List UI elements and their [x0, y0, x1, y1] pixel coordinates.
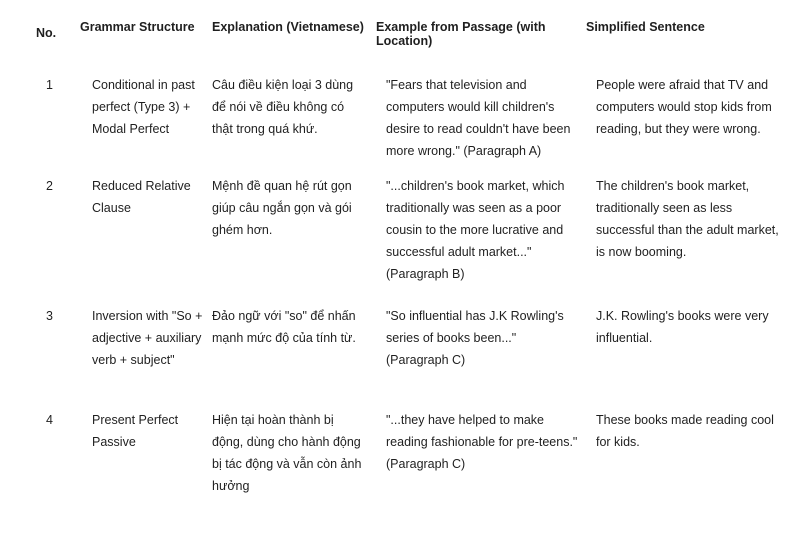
row-number: 4: [46, 413, 53, 427]
grammar-structure-cell: Inversion with "So + adjective + auxiliary verb + subject": [92, 309, 203, 367]
table-row: [0, 163, 788, 293]
example-cell: "...children's book market, which traditionally was seen as a poor cousin to the more lucrative and successful adult market..." (Paragraph B): [386, 179, 565, 281]
header-simplified: Simplified Sentence: [586, 20, 705, 34]
simplified-cell: The children's book market, traditionally seen as less successful than the adult market, is now booming.: [596, 179, 779, 259]
simplified-cell: These books made reading cool for kids.: [596, 413, 774, 449]
header-no: No.: [36, 26, 57, 40]
simplified-cell: People were afraid that TV and computers would stop kids from reading, but they were wrong.: [596, 78, 772, 136]
explanation-cell: Đảo ngữ với "so" để nhấn mạnh mức độ của tính từ.: [212, 309, 356, 345]
row-number: 1: [46, 78, 53, 92]
example-cell: "Fears that television and computers would kill children's desire to read couldn't have been more wrong." (Paragraph A): [386, 78, 571, 158]
row-number: 2: [46, 179, 53, 193]
example-cell: "...they have helped to make reading fashionable for pre-teens." (Paragraph C): [386, 413, 578, 471]
simplified-cell: J.K. Rowling's books were very influential.: [596, 309, 769, 345]
header-explanation: Explanation (Vietnamese): [212, 20, 364, 34]
explanation-cell: Câu điều kiện loại 3 dùng để nói về điều không có thật trong quá khứ.: [212, 78, 354, 136]
header-example: Example from Passage (with Location): [376, 20, 546, 48]
table-row: [0, 293, 788, 397]
explanation-cell: Mệnh đề quan hệ rút gọn giúp câu ngắn gọn và gói ghém hơn.: [212, 179, 352, 237]
row-number: 3: [46, 309, 53, 323]
table-row: [0, 397, 788, 503]
example-cell: "So influential has J.K Rowling's series of books been..." (Paragraph C): [386, 309, 564, 367]
grammar-structure-cell: Reduced Relative Clause: [92, 179, 191, 215]
grammar-structure-cell: Present Perfect Passive: [92, 413, 179, 449]
table-row: [0, 54, 788, 163]
table-header-row: [0, 0, 788, 54]
grammar-structure-cell: Conditional in past perfect (Type 3) + Modal Perfect: [92, 78, 195, 136]
header-structure: Grammar Structure: [80, 20, 195, 34]
explanation-cell: Hiện tại hoàn thành bị động, dùng cho hành động bị tác động và vẫn còn ảnh hưởng: [212, 413, 362, 493]
